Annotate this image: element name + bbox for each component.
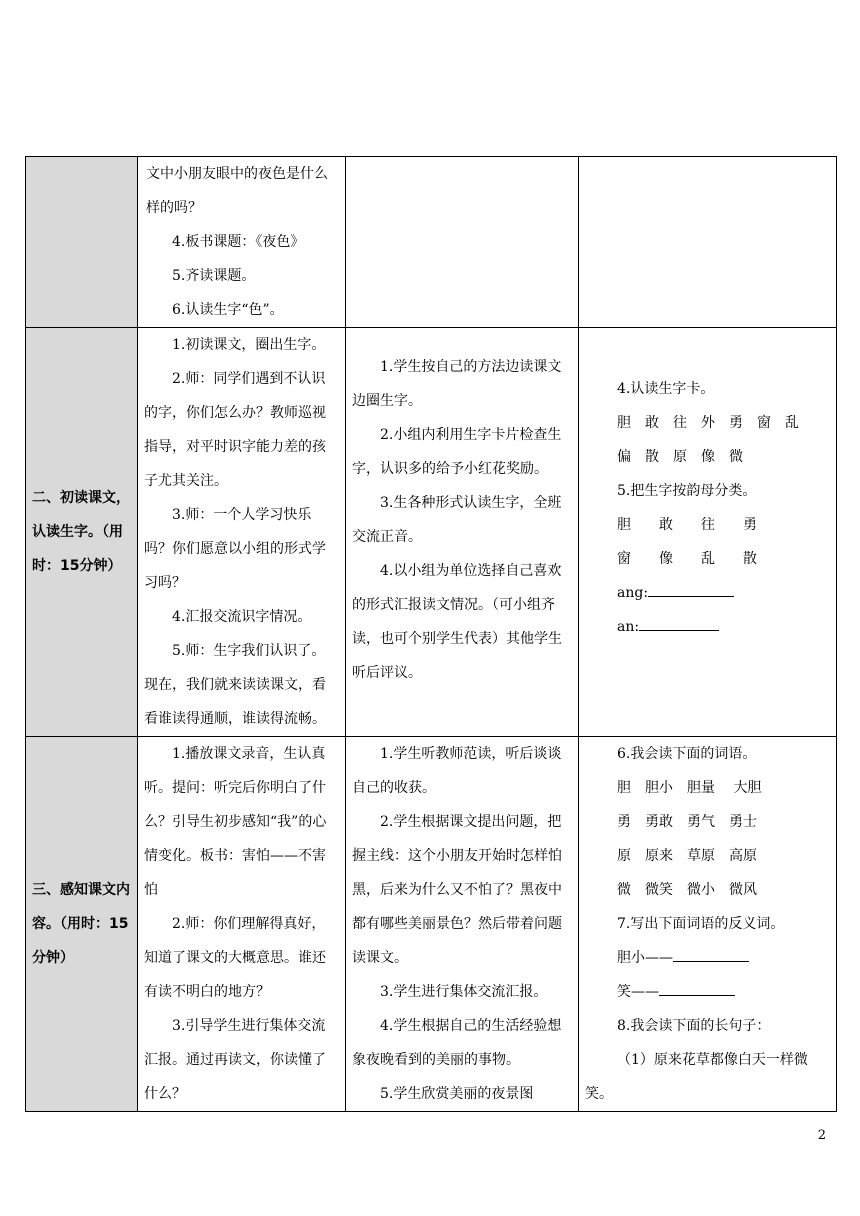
list-item: 3.师：一个人学习快乐吗？你们愿意以小组的形式学习吗？ — [144, 507, 326, 591]
blank-line-item: 笑—— — [579, 975, 836, 1009]
list-item: 1.学生按自己的方法边读课文边圈生字。 — [352, 359, 562, 409]
list-item: 7.写出下面词语的反义词。 — [617, 916, 785, 932]
practice-cell — [579, 328, 837, 737]
list-item: 1.初读课文，圈出生字。 — [172, 337, 326, 353]
student-activity-cell — [346, 328, 579, 737]
list-item: （1）原来花草都像白天一样微笑。 — [585, 1052, 808, 1102]
list-item: 4.学生根据自己的生活经验想象夜晚看到的美丽的事物。 — [352, 1018, 562, 1068]
blank-line-item: an: — [579, 610, 836, 644]
answer-blank[interactable] — [659, 981, 735, 996]
list-item: 文中小朋友眼中的夜色是什么样的吗？ — [146, 166, 328, 216]
answer-blank[interactable] — [673, 947, 749, 962]
blank-line-item: 胆小—— — [579, 941, 836, 975]
teacher-activity-cell — [138, 157, 346, 328]
table-row — [26, 737, 837, 1112]
list-item: 4.以小组为单位选择自己喜欢的形式汇报读文情况。（可小组齐读，也可个别学生代表）其他学生听后评议。 — [352, 563, 562, 681]
list-item: 6.认读生字“色”。 — [172, 302, 284, 318]
stage-cell: 二、初读课文，认读生字。（用时：15分钟） — [26, 328, 138, 737]
list-item: 2.小组内利用生字卡片检查生字，认识多的给予小红花奖励。 — [352, 427, 562, 477]
stage-cell — [26, 157, 138, 328]
list-item: 6.我会读下面的词语。 — [617, 746, 757, 762]
student-activity-cell — [346, 737, 579, 1112]
answer-blank[interactable] — [639, 616, 719, 631]
list-item: 勇 勇敢 勇气 勇士 — [617, 814, 757, 830]
list-item: 微 微笑 微小 微风 — [617, 882, 757, 898]
list-item: 1.学生听教师范读，听后谈谈自己的收获。 — [352, 746, 562, 796]
list-item: 4.汇报交流识字情况。 — [172, 609, 312, 625]
list-item: 3.生各种形式认读生字，全班交流正音。 — [352, 495, 562, 545]
list-item: 3.学生进行集体交流汇报。 — [380, 984, 548, 1000]
student-activity-cell — [346, 157, 579, 328]
list-item: 8.我会读下面的长句子： — [617, 1018, 771, 1034]
answer-blank[interactable] — [648, 582, 734, 597]
practice-cell — [579, 737, 837, 1112]
table-row — [26, 157, 837, 328]
teacher-activity-cell — [138, 328, 346, 737]
list-item: 5.把生字按韵母分类。 — [617, 483, 757, 499]
list-item: 5.师：生字我们认识了。现在，我们就来读读课文，看看谁读得通顺，谁读得流畅。 — [144, 643, 326, 727]
list-item: 胆 敢 往 外 勇 窗 乱 — [617, 415, 799, 431]
list-item: 胆 敢 往 勇 — [617, 517, 757, 533]
list-item: 5.齐读课题。 — [172, 268, 256, 284]
list-item: 窗 像 乱 散 — [617, 551, 757, 567]
stage-cell: 三、感知课文内容。（用时：15分钟） — [26, 737, 138, 1112]
list-item: 1.播放课文录音，生认真听。提问：听完后你明白了什么？引导生初步感知“我”的心情变化。板书：害怕——不害怕 — [144, 746, 327, 898]
list-item: 5.学生欣赏美丽的夜景图 — [380, 1086, 534, 1102]
table-row — [26, 328, 837, 737]
list-item: 4.板书课题：《夜色》 — [172, 234, 305, 250]
practice-cell — [579, 157, 837, 328]
list-item: 2.师：你们理解得真好，知道了课文的大概意思。谁还有读不明白的地方？ — [144, 916, 326, 1000]
list-item: 偏 散 原 像 微 — [617, 449, 743, 465]
teacher-activity-cell — [138, 737, 346, 1112]
lesson-plan-table — [25, 156, 837, 1112]
list-item: 原 原来 草原 高原 — [617, 848, 757, 864]
blank-line-item: ang: — [579, 576, 836, 610]
list-item: 胆 胆小 胆量 大胆 — [617, 780, 762, 796]
page-number: 2 — [817, 1128, 826, 1143]
list-item: 2.师：同学们遇到不认识的字，你们怎么办？教师巡视指导，对平时识字能力差的孩子尤其关注。 — [144, 371, 326, 489]
list-item: 2.学生根据课文提出问题，把握主线：这个小朋友开始时怎样怕黑，后来为什么又不怕了？黑夜中都有哪些美丽景色？然后带着问题读课文。 — [352, 814, 562, 966]
list-item: 3.引导学生进行集体交流汇报。通过再读文，你读懂了什么？ — [144, 1018, 326, 1102]
list-item: 4.认读生字卡。 — [617, 381, 715, 397]
